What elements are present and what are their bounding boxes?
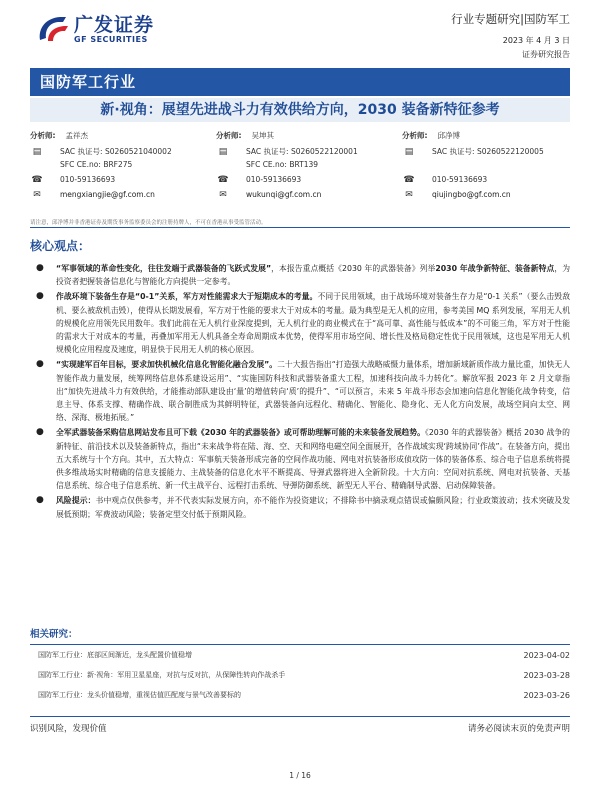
analyst-phone: 010-59136693: [432, 175, 488, 184]
sfc-label: SFC CE.no:: [246, 160, 287, 169]
related-title: 相关研究：: [30, 626, 570, 645]
related-item-title[interactable]: 国防军工行业：龙头价值稳增，重视估值匹配度与景气改善要标的: [38, 691, 241, 699]
related-item-title[interactable]: 国防军工行业：底部区间渐近，龙头配置价值稳增: [38, 651, 192, 659]
sfc-number: BRT139: [289, 160, 319, 169]
bullet-text: ，本报告重点概括《2030 年的武器装备》列举: [271, 264, 436, 273]
report-headline: 新·视角：展望先进战斗力有效供给方向，2030 装备新特征参考: [30, 98, 570, 122]
bullet-bold: “军事领域的革命性变化，往往发端于武器装备的飞跃式发展”: [56, 264, 272, 273]
section-title: 核心观点：: [30, 239, 91, 253]
mail-icon: ✉: [33, 189, 41, 200]
sac-number: S0260522120001: [290, 147, 358, 156]
bullet-text: 书中观点仅供参考，并不代表实际发展方向，亦不能作为投资建议；不排除书中摘录观点错误或偏颇风险；行业政策波动；技术突破及发展低预期；军费波动风险；装备定型交付低于预期风险。: [56, 496, 570, 519]
phone-icon: ☎: [217, 174, 229, 185]
logo-english-name: GF SECURITIES: [74, 34, 148, 44]
id-card-icon: ▤: [404, 146, 414, 157]
bullet-point: [30, 358, 570, 424]
id-card-icon: ▤: [32, 146, 42, 157]
analyst-email[interactable]: qiujingbo@gf.com.cn: [432, 190, 511, 199]
sfc-label: SFC CE.no:: [60, 160, 101, 169]
bullet-bold: 作战环境下装备生存是“0-1”关系，军方对性能需求大于短期成本的考量。: [56, 292, 318, 302]
analyst-label: 分析师:: [402, 131, 428, 140]
bullet-text: 二十大报告指出“打造强大战略威慑力量体系，增加新域新质作战力量比重，加快无人智能作战力量发展，统筹网络信息体系建设运用”、“实施国防科技和武器装备重大工程，加速科技向战斗力转化”。解放军报 2023 年 2 月文章指出“加快先进战斗力有效供给，才能推动部队建设由‘量’的增值转向‘质’的提升”、“可以预言，未来 5 年战斗形态会加速向信息化智能化战争转变，信息主导、体系支撑、精确作战、联合制胜成为其鲜明特征，武器装备向远程化、精确化、智能化、隐身化、无人化方向发展，战场空间向太空、网络、深海、极地拓展。”: [56, 360, 570, 423]
page-footer: [30, 716, 570, 734]
bullet-bold: “实现建军百年目标，要求加快机械化信息化智能化融合发展”。: [56, 360, 278, 370]
mail-icon: ✉: [405, 189, 413, 200]
divider: [30, 227, 570, 228]
phone-icon: ☎: [31, 174, 43, 185]
gf-logo-icon: [36, 14, 70, 44]
analyst-disclaimer: 请注意，邱净博并非香港证券及期货事务监察委员会的注册持牌人，不可在香港从事受监管活动。: [30, 220, 267, 226]
bullet-bold: 风险提示：: [56, 496, 96, 506]
related-item[interactable]: [30, 685, 570, 705]
related-item[interactable]: [30, 645, 570, 665]
analyst-name: 孟祥杰: [65, 131, 88, 140]
analyst-card: [30, 130, 210, 200]
analyst-name: 吴坤其: [251, 131, 274, 140]
report-meta: [451, 11, 570, 60]
analyst-name: 邱净博: [437, 131, 460, 140]
page-number: 1 / 16: [289, 771, 311, 780]
analyst-phone: 010-59136693: [246, 175, 302, 184]
related-item[interactable]: [30, 665, 570, 685]
sac-label: SAC 执证号:: [60, 147, 103, 156]
related-item-date: 2023-04-02: [523, 650, 570, 660]
analyst-label: 分析师:: [30, 131, 56, 140]
analyst-card: [402, 130, 582, 200]
analyst-phone: 010-59136693: [60, 175, 116, 184]
sac-label: SAC 执证号:: [246, 147, 289, 156]
sfc-number: BRF275: [103, 160, 133, 169]
bullet-text: 不同于民用领域，由于战场环境对装备生存力是“0-1 关系”（要么击毁敌机、要么被敌机击毁），使得从长期发展看，军方对于性能的要求大于对成本的考量。最为典型是无人机的应用，参考美国 MQ 系列发展，军用无人机的规模化应用领先民用数年。我们此前在无人机行业深度提到，无人机行业的商业模式在于“高可靠、高性能与低成本”的不可能三角，军方对于性能的需求大于对成本的考量，再叠加军用无人机具备全寿命周期成本优势，使得军用市场空间、增长性及格局稳定性优于民用领域，这也是军用无人机规模化应用程度及速度，明显快于民用无人机的核心原因。: [56, 292, 570, 355]
bullet-icon: ●: [36, 263, 44, 273]
sac-number: S0260521040002: [104, 147, 172, 156]
report-type: 行业专题研究|国防军工: [451, 12, 570, 26]
phone-icon: ☎: [403, 174, 415, 185]
related-research: [30, 626, 570, 705]
footer-disclaimer: 请务必阅读末页的免责声明: [467, 724, 570, 734]
bullet-bold: 2030 年战争新特征、装备新特点: [435, 264, 555, 273]
mail-icon: ✉: [219, 189, 227, 200]
related-item-date: 2023-03-26: [523, 690, 570, 700]
report-date: 2023 年 4 月 3 日: [502, 36, 570, 45]
bullet-point: [30, 494, 570, 520]
sac-number: S0260522120005: [476, 147, 544, 156]
analyst-email[interactable]: wukunqi@gf.com.cn: [246, 190, 322, 199]
bullet-icon: ●: [36, 359, 44, 370]
bullet-icon: ●: [36, 427, 44, 438]
analyst-card: [216, 130, 396, 200]
bullet-point: [30, 426, 570, 492]
analyst-label: 分析师:: [216, 131, 242, 140]
industry-banner: 国防军工行业: [30, 68, 570, 96]
related-item-date: 2023-03-28: [523, 670, 570, 680]
bullet-point: [30, 262, 570, 288]
bullet-text: ，为投资者把握装备信息化与智能化方向提供一定参考。: [56, 264, 571, 287]
core-points: [30, 262, 570, 523]
bullet-icon: ●: [36, 495, 44, 506]
id-card-icon: ▤: [218, 146, 228, 157]
company-logo: [36, 14, 154, 44]
bullet-text: 《2030 年的武器装备》概括 2030 战争的新特征、前沿技术以及装备新特点，指出“未来战争将在陆、海、空、天和网络电磁空间全面展开，各作战域实现‘跨域协同’作战”。在装备方向，提出五大系统与十个方向。其中，五大特点：军事航天装备形成完备的空间作战功能、网电对抗装备形成侦攻防一体的装备体系、综合电子信息系统将提供多维战场实时精确的信息支援能力、主战装备的信息化水平不断提高、导弹武器将进入全新阶段。十大方向：空间对抗系统、网电对抗装备、天基信息系统、综合电子信息系统、新一代主战平台、远程打击系统、导弹防御系统、新型无人平台、精确制导武器、启动保障装备。: [56, 428, 570, 491]
bullet-bold: 全军武器装备采购信息网站发布且可下载《2030 年的武器装备》或可帮助理解可能的未来装备发展趋势。: [56, 428, 425, 438]
footer-slogan: 识别风险，发现价值: [30, 724, 107, 734]
related-item-title[interactable]: 国防军工行业：新·视角：军用卫星星座，对抗与反对抗，从保障性转向作战杀手: [38, 671, 286, 679]
logo-chinese-name: 广发证券: [74, 13, 155, 36]
bullet-icon: ●: [36, 291, 44, 302]
sac-label: SAC 执证号:: [432, 147, 475, 156]
report-label: 证券研究报告: [522, 50, 570, 59]
bullet-point: [30, 290, 570, 356]
analyst-email[interactable]: mengxiangjie@gf.com.cn: [60, 190, 155, 199]
